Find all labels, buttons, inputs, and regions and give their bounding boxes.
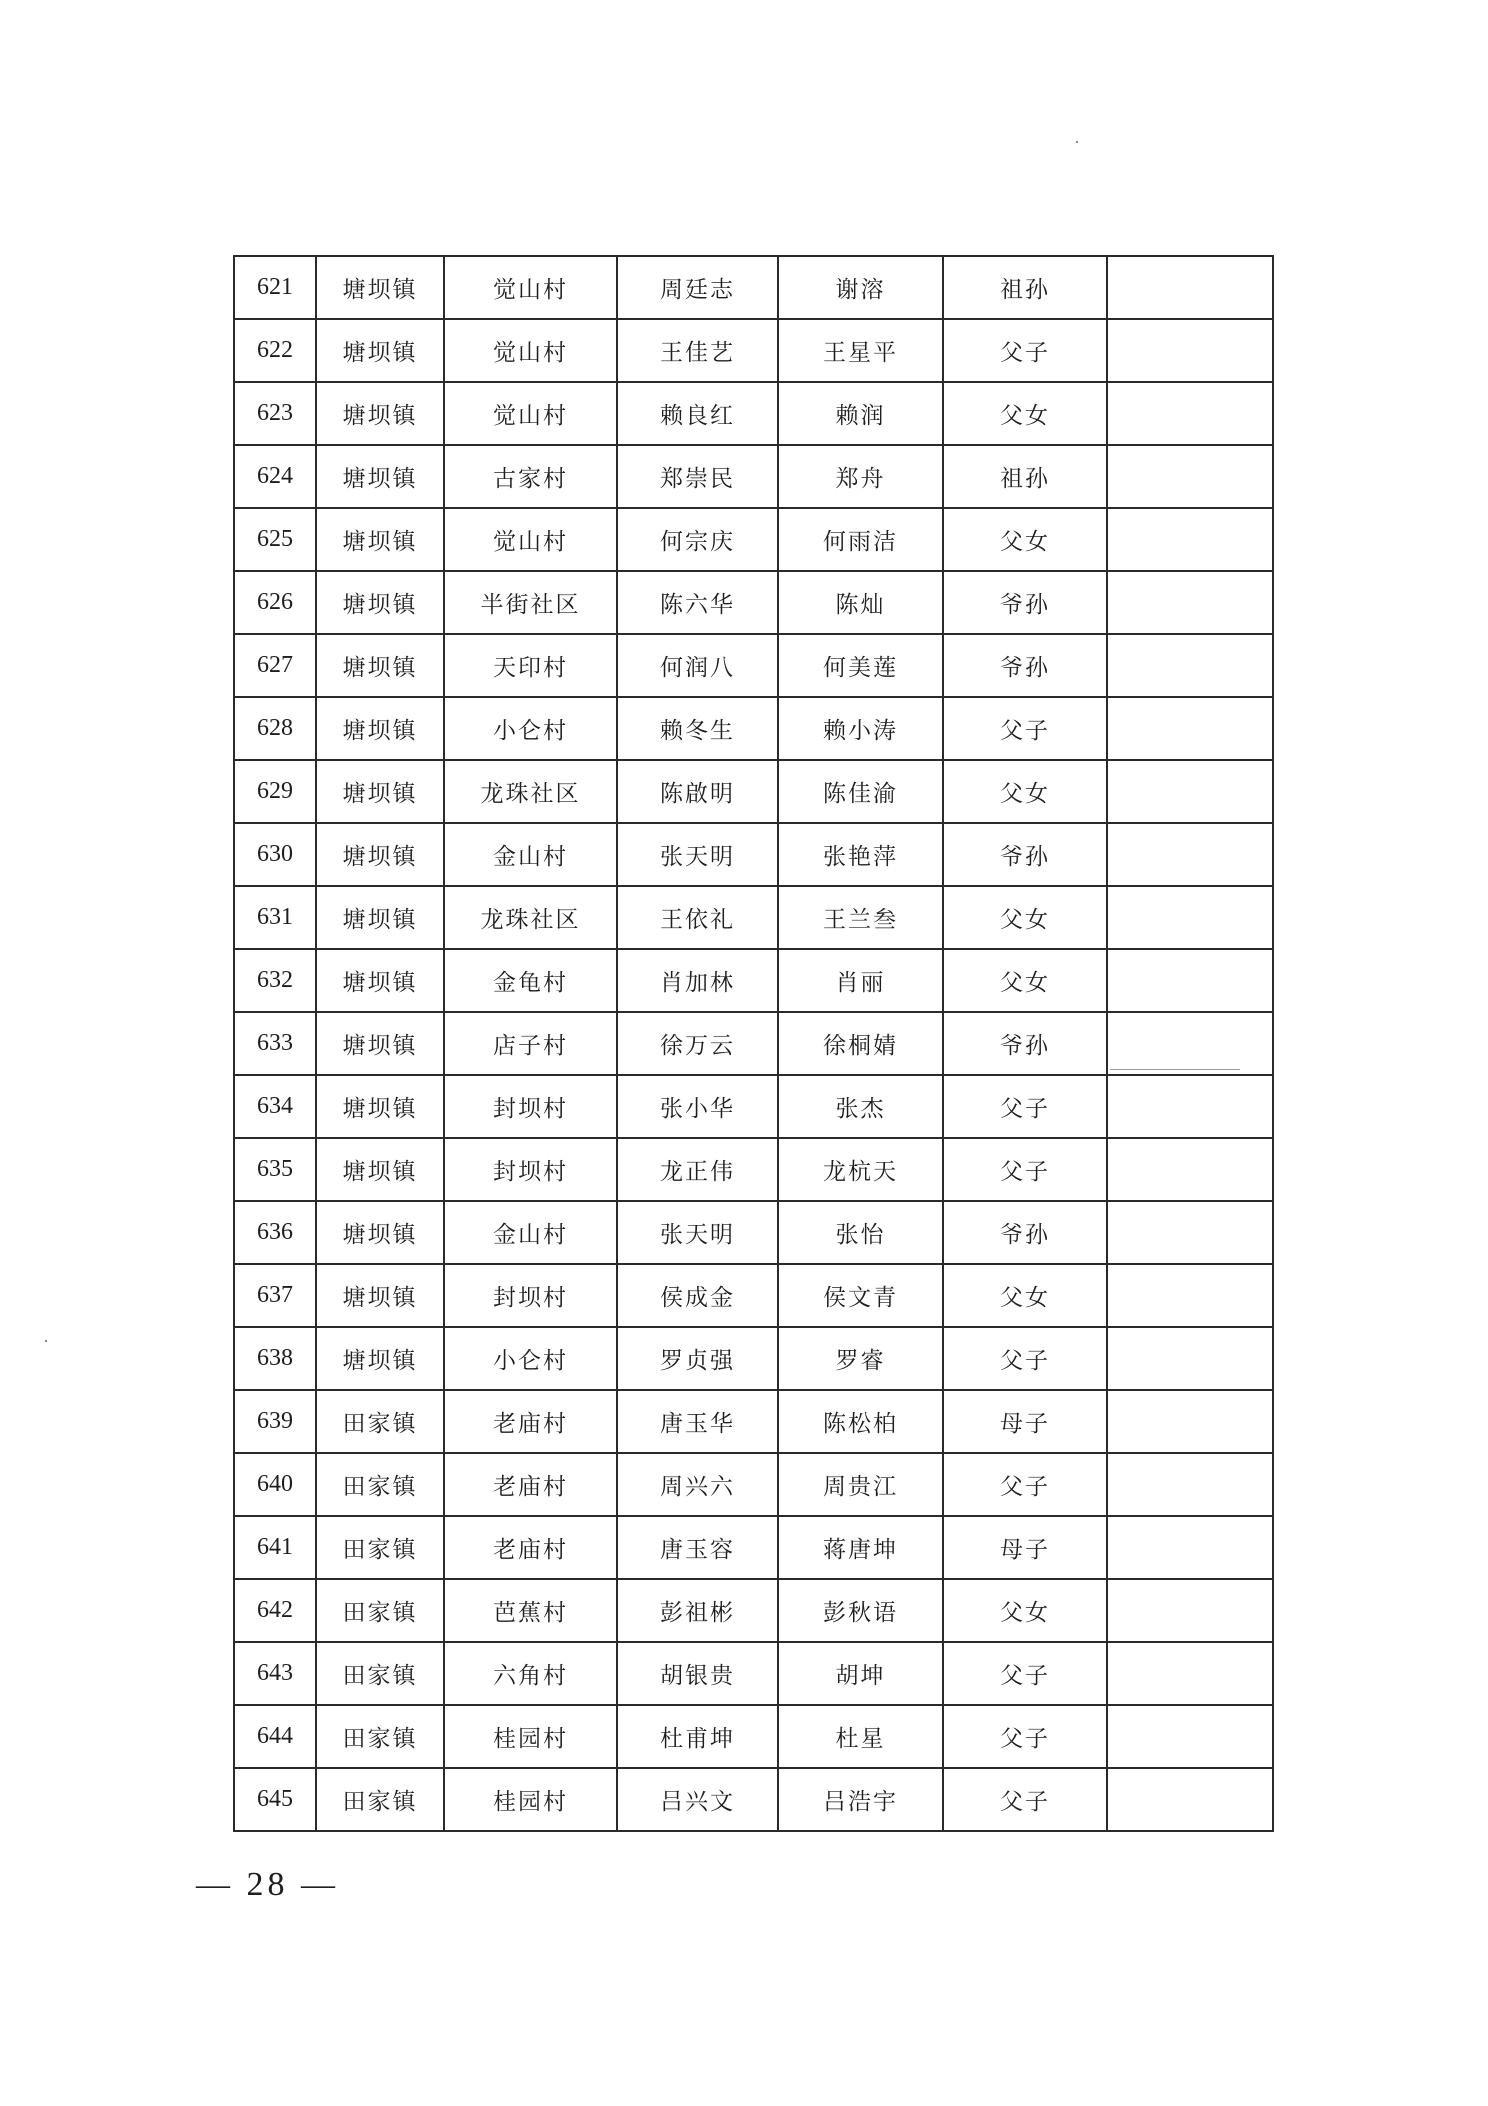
row-number-cell: 643 [234,1642,316,1705]
relation-cell: 爷孙 [943,1201,1107,1264]
row-number-cell: 632 [234,949,316,1012]
row-number-cell: 627 [234,634,316,697]
name-cell: 赖润 [778,382,943,445]
name-cell: 何润八 [617,634,778,697]
name-cell: 周贵江 [778,1453,943,1516]
town-cell: 塘坝镇 [316,949,444,1012]
village-cell: 觉山村 [444,508,617,571]
town-cell: 塘坝镇 [316,571,444,634]
note-cell [1107,1075,1273,1138]
roster-table [233,255,1274,1832]
name-cell: 王佳艺 [617,319,778,382]
village-cell: 封坝村 [444,1075,617,1138]
name-cell: 吕浩宇 [778,1768,943,1831]
name-cell: 赖小涛 [778,697,943,760]
note-cell [1107,1390,1273,1453]
note-cell [1107,1453,1273,1516]
name-cell: 杜星 [778,1705,943,1768]
village-cell: 封坝村 [444,1264,617,1327]
name-cell: 赖良红 [617,382,778,445]
town-cell: 田家镇 [316,1579,444,1642]
table-row [234,949,1273,1012]
village-cell: 老庙村 [444,1390,617,1453]
name-cell: 陈六华 [617,571,778,634]
village-cell: 店子村 [444,1012,617,1075]
village-cell: 小仑村 [444,697,617,760]
note-cell [1107,1768,1273,1831]
roster-table-body [234,256,1273,1831]
name-cell: 郑舟 [778,445,943,508]
town-cell: 塘坝镇 [316,256,444,319]
name-cell: 张杰 [778,1075,943,1138]
name-cell: 肖加林 [617,949,778,1012]
relation-cell: 父女 [943,1264,1107,1327]
note-cell [1107,949,1273,1012]
name-cell: 罗睿 [778,1327,943,1390]
name-cell: 郑崇民 [617,445,778,508]
name-cell: 谢溶 [778,256,943,319]
name-cell: 周兴六 [617,1453,778,1516]
note-cell [1107,634,1273,697]
name-cell: 胡坤 [778,1642,943,1705]
name-cell: 彭祖彬 [617,1579,778,1642]
name-cell: 陈松柏 [778,1390,943,1453]
note-cell [1107,1579,1273,1642]
table-row [234,508,1273,571]
scan-artifact [1076,141,1078,143]
relation-cell: 父子 [943,1705,1107,1768]
village-cell: 龙珠社区 [444,760,617,823]
village-cell: 六角村 [444,1642,617,1705]
note-cell [1107,1642,1273,1705]
name-cell: 何宗庆 [617,508,778,571]
town-cell: 塘坝镇 [316,1138,444,1201]
note-cell [1107,382,1273,445]
town-cell: 塘坝镇 [316,1201,444,1264]
note-cell [1107,571,1273,634]
town-cell: 田家镇 [316,1453,444,1516]
name-cell: 龙正伟 [617,1138,778,1201]
village-cell: 金山村 [444,1201,617,1264]
page-number: — 28 — [196,1866,339,1903]
town-cell: 塘坝镇 [316,697,444,760]
name-cell: 王兰叁 [778,886,943,949]
table-row [234,886,1273,949]
table-row [234,1327,1273,1390]
relation-cell: 爷孙 [943,634,1107,697]
row-number-cell: 630 [234,823,316,886]
town-cell: 塘坝镇 [316,823,444,886]
note-cell [1107,1264,1273,1327]
village-cell: 天印村 [444,634,617,697]
relation-cell: 父女 [943,886,1107,949]
row-number-cell: 621 [234,256,316,319]
table-row [234,1390,1273,1453]
table-row [234,823,1273,886]
village-cell: 芭蕉村 [444,1579,617,1642]
table-row [234,1705,1273,1768]
village-cell: 龙珠社区 [444,886,617,949]
relation-cell: 父子 [943,697,1107,760]
row-number-cell: 644 [234,1705,316,1768]
village-cell: 封坝村 [444,1138,617,1201]
village-cell: 金山村 [444,823,617,886]
name-cell: 王依礼 [617,886,778,949]
note-cell [1107,1201,1273,1264]
row-number-cell: 641 [234,1516,316,1579]
row-number-cell: 626 [234,571,316,634]
village-cell: 金龟村 [444,949,617,1012]
name-cell: 何美莲 [778,634,943,697]
table-row [234,256,1273,319]
table-row [234,697,1273,760]
village-cell: 觉山村 [444,382,617,445]
town-cell: 塘坝镇 [316,508,444,571]
relation-cell: 父子 [943,1327,1107,1390]
name-cell: 陈啟明 [617,760,778,823]
village-cell: 老庙村 [444,1453,617,1516]
town-cell: 塘坝镇 [316,1264,444,1327]
table-row [234,1201,1273,1264]
row-number-cell: 623 [234,382,316,445]
name-cell: 龙杭天 [778,1138,943,1201]
relation-cell: 父女 [943,949,1107,1012]
note-cell [1107,823,1273,886]
table-row [234,571,1273,634]
name-cell: 陈灿 [778,571,943,634]
town-cell: 塘坝镇 [316,760,444,823]
relation-cell: 父子 [943,1138,1107,1201]
table-row [234,1768,1273,1831]
row-number-cell: 637 [234,1264,316,1327]
name-cell: 侯成金 [617,1264,778,1327]
row-number-cell: 634 [234,1075,316,1138]
village-cell: 觉山村 [444,319,617,382]
note-cell [1107,760,1273,823]
village-cell: 古家村 [444,445,617,508]
relation-cell: 父女 [943,508,1107,571]
table-row [234,634,1273,697]
table-row [234,1075,1273,1138]
scan-artifact [45,1340,47,1342]
town-cell: 塘坝镇 [316,1075,444,1138]
table-row [234,319,1273,382]
town-cell: 塘坝镇 [316,634,444,697]
table-row [234,1516,1273,1579]
note-cell [1107,508,1273,571]
row-number-cell: 638 [234,1327,316,1390]
town-cell: 塘坝镇 [316,382,444,445]
town-cell: 田家镇 [316,1768,444,1831]
town-cell: 塘坝镇 [316,1327,444,1390]
town-cell: 田家镇 [316,1642,444,1705]
note-cell [1107,1012,1273,1075]
note-cell [1107,886,1273,949]
relation-cell: 父女 [943,382,1107,445]
town-cell: 田家镇 [316,1390,444,1453]
row-number-cell: 624 [234,445,316,508]
name-cell: 唐玉华 [617,1390,778,1453]
relation-cell: 父女 [943,760,1107,823]
name-cell: 徐桐婧 [778,1012,943,1075]
relation-cell: 父子 [943,319,1107,382]
relation-cell: 爷孙 [943,1012,1107,1075]
row-number-cell: 636 [234,1201,316,1264]
row-number-cell: 639 [234,1390,316,1453]
village-cell: 觉山村 [444,256,617,319]
row-number-cell: 645 [234,1768,316,1831]
note-cell [1107,1516,1273,1579]
name-cell: 杜甫坤 [617,1705,778,1768]
name-cell: 唐玉容 [617,1516,778,1579]
row-number-cell: 642 [234,1579,316,1642]
row-number-cell: 640 [234,1453,316,1516]
name-cell: 王星平 [778,319,943,382]
name-cell: 张艳萍 [778,823,943,886]
row-number-cell: 633 [234,1012,316,1075]
town-cell: 塘坝镇 [316,886,444,949]
relation-cell: 母子 [943,1390,1107,1453]
row-number-cell: 629 [234,760,316,823]
table-row [234,1642,1273,1705]
name-cell: 张小华 [617,1075,778,1138]
town-cell: 塘坝镇 [316,1012,444,1075]
table-row [234,1453,1273,1516]
village-cell: 老庙村 [444,1516,617,1579]
name-cell: 胡银贵 [617,1642,778,1705]
name-cell: 张天明 [617,1201,778,1264]
note-cell [1107,445,1273,508]
note-cell [1107,319,1273,382]
relation-cell: 祖孙 [943,445,1107,508]
note-cell [1107,697,1273,760]
name-cell: 何雨洁 [778,508,943,571]
table-row [234,1012,1273,1075]
relation-cell: 母子 [943,1516,1107,1579]
table-row [234,760,1273,823]
village-cell: 桂园村 [444,1705,617,1768]
table-row [234,445,1273,508]
name-cell: 周廷志 [617,256,778,319]
name-cell: 侯文青 [778,1264,943,1327]
row-number-cell: 628 [234,697,316,760]
relation-cell: 祖孙 [943,256,1107,319]
table-row [234,1138,1273,1201]
note-cell [1107,256,1273,319]
relation-cell: 父子 [943,1453,1107,1516]
name-cell: 徐万云 [617,1012,778,1075]
relation-cell: 父女 [943,1579,1107,1642]
town-cell: 塘坝镇 [316,445,444,508]
name-cell: 罗贞强 [617,1327,778,1390]
relation-cell: 父子 [943,1075,1107,1138]
town-cell: 田家镇 [316,1705,444,1768]
name-cell: 张天明 [617,823,778,886]
name-cell: 陈佳渝 [778,760,943,823]
village-cell: 小仑村 [444,1327,617,1390]
row-number-cell: 631 [234,886,316,949]
relation-cell: 爷孙 [943,823,1107,886]
relation-cell: 爷孙 [943,571,1107,634]
table-row [234,382,1273,445]
table-row [234,1264,1273,1327]
relation-cell: 父子 [943,1642,1107,1705]
name-cell: 赖冬生 [617,697,778,760]
scan-artifact [1110,1069,1240,1070]
note-cell [1107,1327,1273,1390]
name-cell: 蒋唐坤 [778,1516,943,1579]
village-cell: 半街社区 [444,571,617,634]
note-cell [1107,1138,1273,1201]
name-cell: 吕兴文 [617,1768,778,1831]
name-cell: 张怡 [778,1201,943,1264]
name-cell: 肖丽 [778,949,943,1012]
row-number-cell: 625 [234,508,316,571]
relation-cell: 父子 [943,1768,1107,1831]
note-cell [1107,1705,1273,1768]
town-cell: 田家镇 [316,1516,444,1579]
village-cell: 桂园村 [444,1768,617,1831]
name-cell: 彭秋语 [778,1579,943,1642]
table-row [234,1579,1273,1642]
row-number-cell: 622 [234,319,316,382]
row-number-cell: 635 [234,1138,316,1201]
town-cell: 塘坝镇 [316,319,444,382]
